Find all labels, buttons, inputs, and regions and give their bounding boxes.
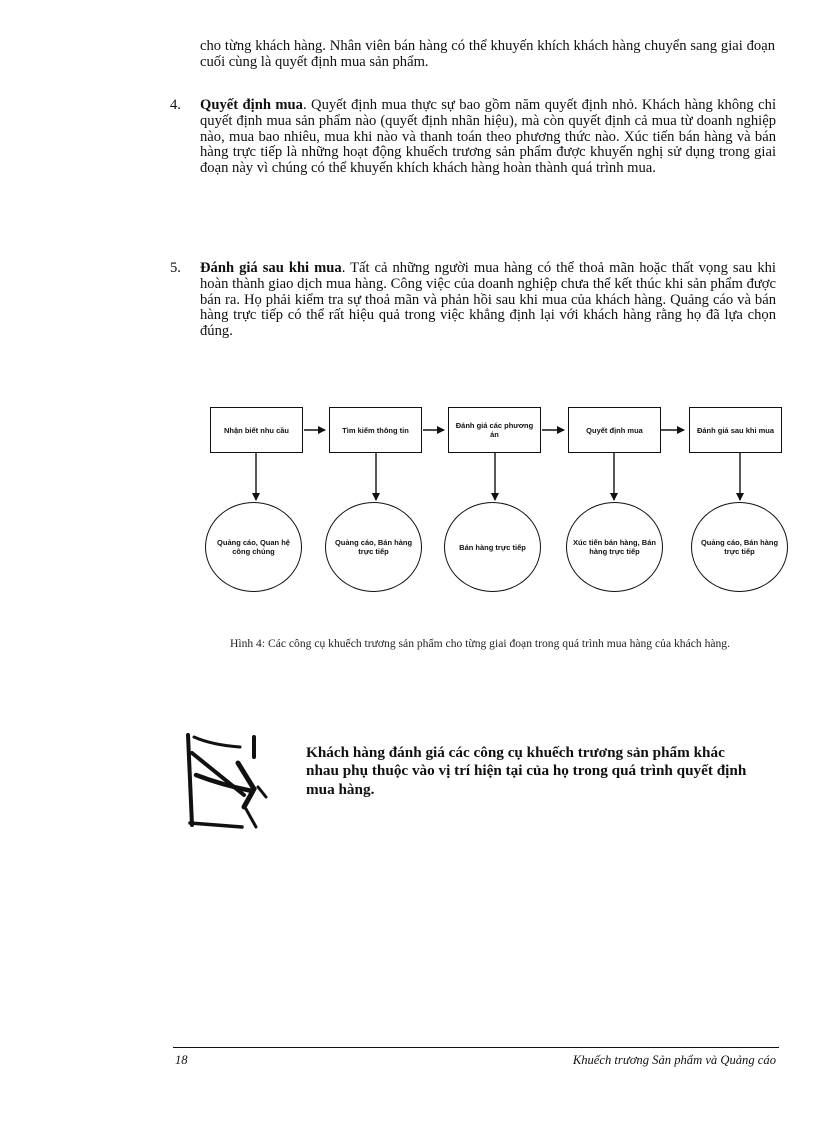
item-text — [200, 261, 776, 340]
item-number: 5. — [170, 260, 181, 276]
arrow-note-icon — [182, 727, 272, 831]
item-text — [200, 98, 776, 177]
tool-circle-1: Quảng cáo, Quan hệ công chúng — [205, 502, 302, 592]
figure-caption: Hình 4: Các công cụ khuếch trương sản phẩm cho từng giai đoạn trong quá trình mua hàng của khách hàng. — [229, 637, 731, 650]
tool-circle-2: Quảng cáo, Bán hàng trực tiếp — [325, 502, 422, 592]
tool-circle-3: Bán hàng trực tiếp — [444, 502, 541, 592]
tool-circle-4: Xúc tiến bán hàng, Bán hàng trực tiếp — [566, 502, 663, 592]
stage-box-purchase-decision: Quyết định mua — [568, 407, 661, 453]
item-heading: Đánh giá sau khi mua — [200, 260, 342, 276]
stage-box-post-purchase: Đánh giá sau khi mua — [689, 407, 782, 453]
stage-box-information-search: Tìm kiếm thông tin — [329, 407, 422, 453]
item-number: 4. — [170, 97, 181, 113]
page-number: 18 — [175, 1053, 188, 1067]
intro-paragraph: cho từng khách hàng. Nhân viên bán hàng có thể khuyến khích khách hàng chuyển sang giai đoạn cuối cùng là quyết định mua sản phẩm. — [200, 38, 775, 70]
item-body: . Tất cả những người mua hàng có thể thoả mãn hoặc thất vọng sau khi hoàn thành giao dịch mua hàng. Công việc của doanh nghiệp chưa thể kết thúc khi sản phẩm được bán ra. Họ phải kiểm tra sự thoả mãn và phản hồi sau khi mua của khách hàng. Quảng cáo và bán hàng trực tiếp có thể rất hiệu quả trong việc khẳng định lại với khách hàng rằng họ đã lựa chọn đúng. — [200, 260, 776, 340]
margin-note-text: Khách hàng đánh giá các công cụ khuếch trương sản phẩm khác nhau phụ thuộc vào vị trí hiện tại của họ trong quá trình quyết định mua hàng. — [306, 744, 747, 798]
item-body: . Quyết định mua thực sự bao gồm năm quyết định nhỏ. Khách hàng không chỉ quyết định mua sản phẩm nào (quyết định nhãn hiệu), mà còn quyết định cả mua từ doanh nghiệp nào, mua bao nhiêu, mua khi nào và thanh toán theo phương thức nào. Xúc tiến bán hàng và bán hàng trực tiếp là những hoạt động khuếch trương sản phẩm được khuyến nghị sử dụng trong giai đoạn này vì chúng có thể khuyến khích khách hàng hoàn thành quá trình mua. — [200, 97, 776, 177]
stage-box-evaluate-alternatives: Đánh giá các phương án — [448, 407, 541, 453]
running-title: Khuếch trương Sản phẩm và Quảng cáo — [572, 1053, 776, 1067]
stage-box-need-recognition: Nhận biết nhu cầu — [210, 407, 303, 453]
item-heading: Quyết định mua — [200, 97, 303, 113]
footer-rule — [173, 1047, 779, 1048]
tool-circle-5: Quảng cáo, Bán hàng trực tiếp — [691, 502, 788, 592]
